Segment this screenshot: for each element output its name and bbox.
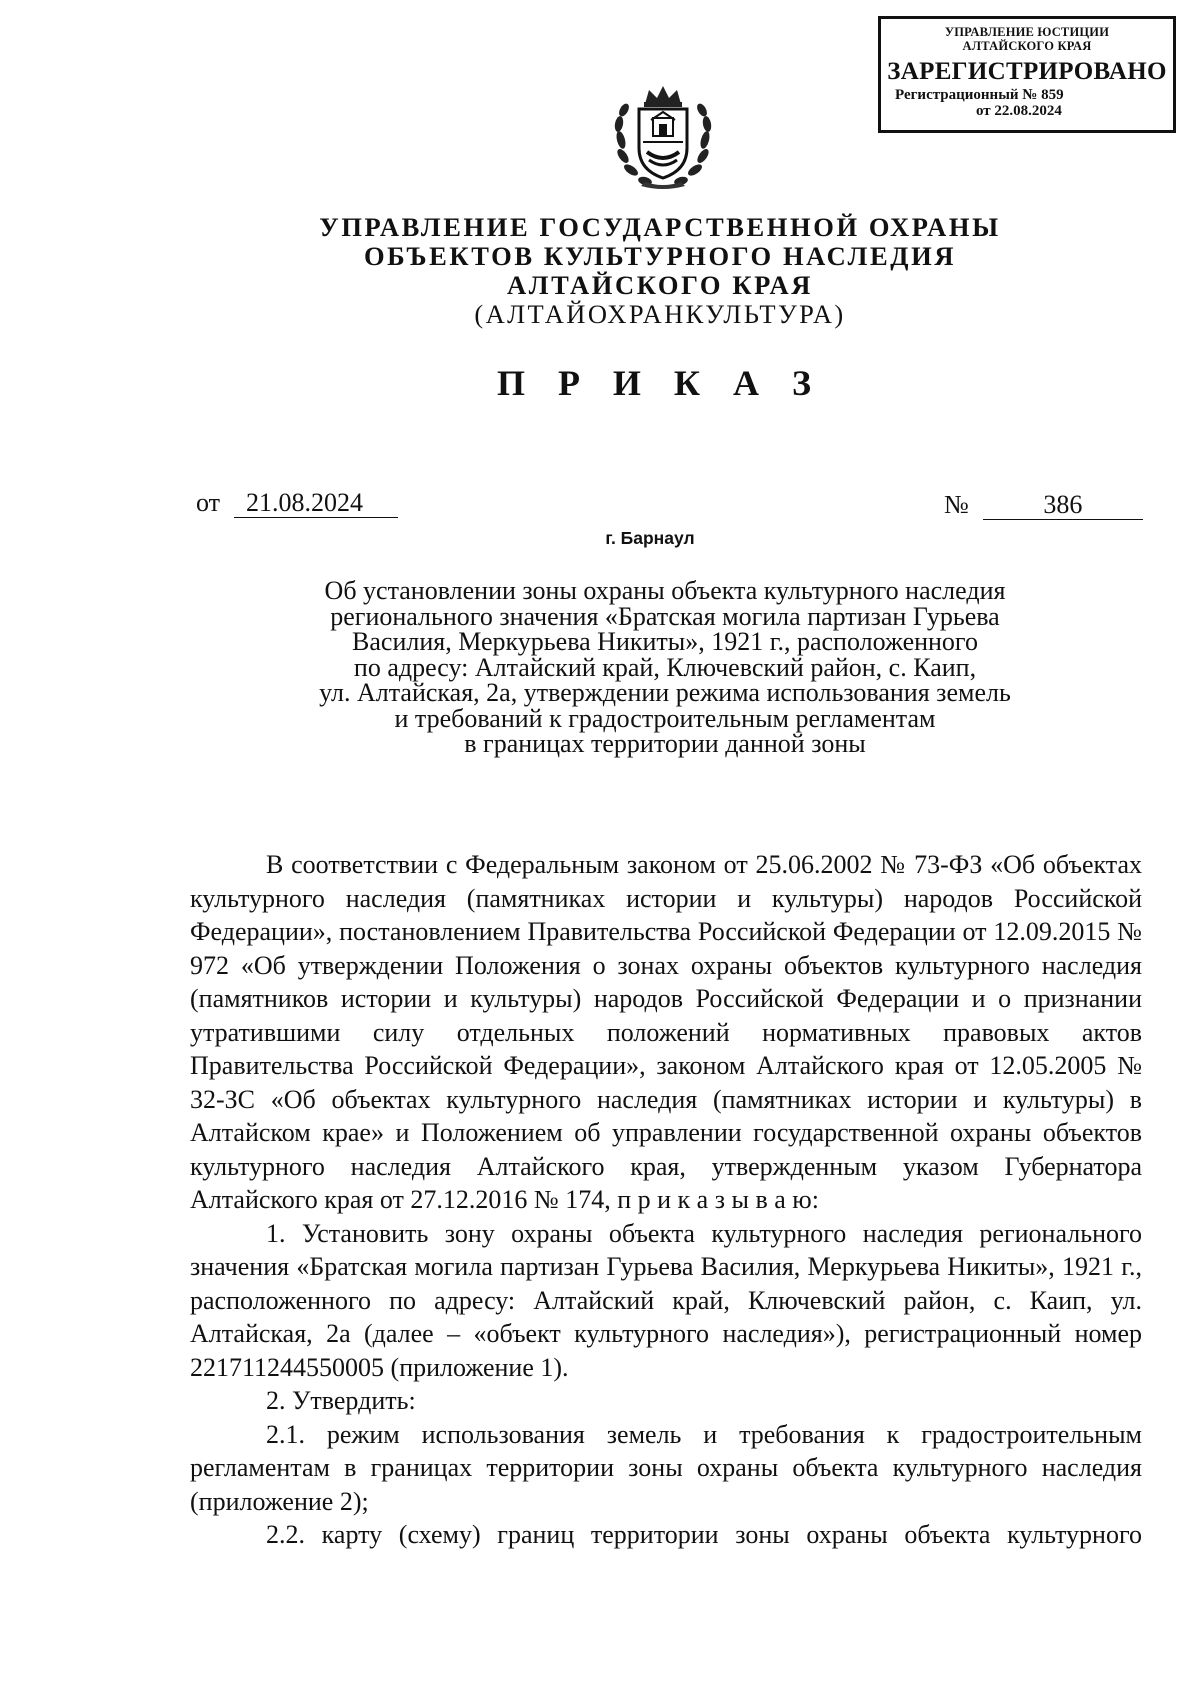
order-subject bbox=[240, 578, 1090, 757]
subject-line: в границах территории данной зоны bbox=[464, 729, 866, 758]
stamp-department-line2: АЛТАЙСКОГО КРАЯ bbox=[962, 39, 1092, 53]
agency-header bbox=[200, 213, 1120, 329]
stamp-status: ЗАРЕГИСТРИРОВАНО bbox=[887, 58, 1167, 85]
item-2-2-paragraph: 2.2. карту (схему) границ территории зоны охраны объекта культурного bbox=[266, 1520, 1142, 1549]
number-prefix: № bbox=[944, 490, 969, 519]
subject-line: Об установлении зоны охраны объекта культурного наследия bbox=[324, 576, 1006, 605]
agency-name-line2: ОБЪЕКТОВ КУЛЬТУРНОГО НАСЛЕДИЯ bbox=[363, 241, 957, 271]
subject-line: ул. Алтайская, 2а, утверждении режима использования земель bbox=[319, 678, 1011, 707]
subject-line: Василия, Меркурьева Никиты», 1921 г., расположенного bbox=[352, 627, 978, 656]
registration-stamp bbox=[878, 16, 1176, 133]
stamp-reg-number: Регистрационный № 859 bbox=[895, 87, 1064, 103]
subject-line: по адресу: Алтайский край, Ключевский район, с. Каип, bbox=[353, 652, 977, 682]
agency-name-line1: УПРАВЛЕНИЕ ГОСУДАРСТВЕННОЙ ОХРАНЫ bbox=[319, 212, 1001, 242]
item-2-1-paragraph: 2.1. режим использования земель и требования к градостроительным регламентам в границах территории зоны охраны объекта культурного наследия (приложение 2); bbox=[190, 1419, 1142, 1516]
subject-line: регионального значения «Братская могила партизан Гурьева bbox=[330, 601, 1000, 631]
item-1-paragraph: 1. Установить зону охраны объекта культурного наследия регионального значения «Братская могила партизан Гурьева Василия, Меркурьева Никиты», 1921 г., расположенного по адресу: Алтайский край, Ключевский район, с. Каип, ул. Алтайская, 2а (далее – «объект культурного наследия»), регистрационный номер 221711244550005 (приложение 1). bbox=[190, 1218, 1142, 1382]
document-type-title: П Р И К А З bbox=[496, 363, 824, 403]
subject-line: и требований к градостроительным регламентам bbox=[394, 703, 936, 733]
stamp-department-line1: УПРАВЛЕНИЕ ЮСТИЦИИ bbox=[944, 25, 1110, 39]
city: г. Барнаул bbox=[605, 528, 695, 548]
altai-krai-coat-of-arms-icon bbox=[607, 82, 719, 194]
agency-short-name: (АЛТАЙОХРАНКУЛЬТУРА) bbox=[474, 299, 846, 329]
stamp-reg-date: от 22.08.2024 bbox=[976, 103, 1062, 119]
number-value: 386 bbox=[983, 491, 1143, 520]
item-2-paragraph: 2. Утвердить: bbox=[266, 1386, 416, 1415]
stamp-department bbox=[881, 25, 1173, 53]
order-date bbox=[196, 488, 398, 518]
order-body bbox=[190, 848, 1142, 1552]
date-prefix: от bbox=[196, 488, 221, 517]
agency-name-line3: АЛТАЙСКОГО КРАЯ bbox=[506, 270, 814, 300]
date-value: 21.08.2024 bbox=[234, 489, 398, 518]
order-number bbox=[944, 490, 1143, 520]
preamble-paragraph: В соответствии с Федеральным законом от 25.06.2002 № 73-ФЗ «Об объектах культурного наследия (памятниках истории и культуры) народов Российской Федерации», постановлением Правительства Российской Федерации от 12.09.2015 № 972 «Об утверждении Положения о зонах охраны объектов культурного наследия (памятников истории и культуры) народов Российской Федерации и о признании утратившими силу отдельных положений нормативных правовых актов Правительства Российской Федерации», законом Алтайского края от 12.05.2005 № 32-ЗС «Об объектах культурного наследия (памятниках истории и культуры) в Алтайском крае» и Положением об управлении государственной охраны объектов культурного наследия Алтайского края, утвержденным указом Губернатора Алтайского края от 27.12.2016 № 174, п р и к а з ы в а ю: bbox=[190, 850, 1142, 1214]
